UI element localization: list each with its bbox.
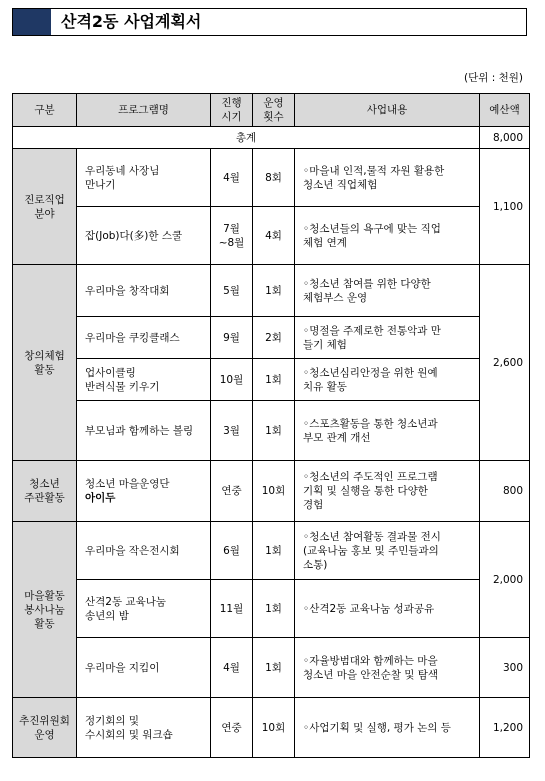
program-bold-label: 아이두 <box>85 492 116 504</box>
budget-cell: 300 <box>480 638 530 698</box>
header-budget: 예산액 <box>480 94 530 127</box>
header-row <box>13 94 530 127</box>
category-cell: 진로직업 분야 <box>13 149 77 265</box>
category-cell: 마을활동 봉사나눔 활동 <box>13 522 77 698</box>
table-row <box>13 359 530 401</box>
period-cell: 9월 <box>211 317 253 359</box>
content-cell: ◦청소년심리안정을 위한 원예 치유 활동 <box>295 359 480 401</box>
content-cell: ◦청소년들의 욕구에 맞는 직업 체험 연계 <box>295 207 480 265</box>
count-cell: 10회 <box>253 698 295 758</box>
program-cell: 잡(Job)다(多)한 스쿨 <box>77 207 211 265</box>
table-row <box>13 461 530 522</box>
program-cell: 부모님과 함께하는 볼링 <box>77 401 211 461</box>
count-cell: 2회 <box>253 317 295 359</box>
period-cell: 3월 <box>211 401 253 461</box>
total-label: 총계 <box>13 127 480 149</box>
category-cell: 추진위원회 운영 <box>13 698 77 758</box>
content-cell: ◦청소년의 주도적인 프로그램 기획 및 실행을 통한 다양한 경험 <box>295 461 480 522</box>
total-row <box>13 127 530 149</box>
unit-label: (단위 : 천원) <box>464 72 523 84</box>
count-cell: 10회 <box>253 461 295 522</box>
count-cell: 1회 <box>253 522 295 580</box>
content-cell: ◦자율방범대와 함께하는 마을 청소년 마을 안전순찰 및 탐색 <box>295 638 480 698</box>
program-cell: 산격2동 교육나눔 송년의 밤 <box>77 580 211 638</box>
table-row <box>13 638 530 698</box>
count-cell: 4회 <box>253 207 295 265</box>
table-row <box>13 580 530 638</box>
period-cell: 4월 <box>211 149 253 207</box>
period-cell: 연중 <box>211 698 253 758</box>
table-row <box>13 265 530 317</box>
header-count: 운영 횟수 <box>253 94 295 127</box>
period-cell: 11월 <box>211 580 253 638</box>
budget-cell: 1,200 <box>480 698 530 758</box>
content-cell: ◦청소년 참여활동 결과물 전시 (교육나눔 홍보 및 주민들과의 소통) <box>295 522 480 580</box>
program-cell: 우리마을 쿠킹클래스 <box>77 317 211 359</box>
table-row <box>13 401 530 461</box>
header-program: 프로그램명 <box>77 94 211 127</box>
content-cell: ◦명절을 주제로한 전통악과 만 들기 체험 <box>295 317 480 359</box>
budget-cell: 1,100 <box>480 149 530 265</box>
total-budget: 8,000 <box>480 127 530 149</box>
period-cell: 연중 <box>211 461 253 522</box>
program-cell: 청소년 마을운영단 아이두 <box>77 461 211 522</box>
title-box <box>12 8 527 36</box>
count-cell: 1회 <box>253 359 295 401</box>
table-row <box>13 698 530 758</box>
content-cell: ◦청소년 참여를 위한 다양한 체험부스 운영 <box>295 265 480 317</box>
category-cell: 창의체험 활동 <box>13 265 77 461</box>
table-row <box>13 522 530 580</box>
program-cell: 우리마을 지킴이 <box>77 638 211 698</box>
header-category: 구분 <box>13 94 77 127</box>
content-cell: ◦마을내 인적,물적 자원 활용한 청소년 직업체험 <box>295 149 480 207</box>
period-cell: 6월 <box>211 522 253 580</box>
header-period: 진행 시기 <box>211 94 253 127</box>
count-cell: 1회 <box>253 638 295 698</box>
program-cell: 우리동네 사장님 만나기 <box>77 149 211 207</box>
content-cell: ◦산격2동 교육나눔 성과공유 <box>295 580 480 638</box>
count-cell: 1회 <box>253 401 295 461</box>
content-cell: ◦사업기획 및 실행, 평가 논의 등 <box>295 698 480 758</box>
header-content: 사업내용 <box>295 94 480 127</box>
budget-cell: 2,600 <box>480 265 530 461</box>
count-cell: 1회 <box>253 265 295 317</box>
count-cell: 1회 <box>253 580 295 638</box>
period-cell: 4월 <box>211 638 253 698</box>
table-row <box>13 149 530 207</box>
program-cell: 우리마을 작은전시회 <box>77 522 211 580</box>
content-cell: ◦스포츠활동을 통한 청소년과 부모 관계 개선 <box>295 401 480 461</box>
budget-cell: 2,000 <box>480 522 530 638</box>
budget-cell: 800 <box>480 461 530 522</box>
table-row <box>13 317 530 359</box>
period-cell: 5월 <box>211 265 253 317</box>
category-cell: 청소년 주관활동 <box>13 461 77 522</box>
program-cell: 우리마을 창작대회 <box>77 265 211 317</box>
period-cell: 7월 ~8월 <box>211 207 253 265</box>
program-cell: 업사이클링 반려식물 키우기 <box>77 359 211 401</box>
count-cell: 8회 <box>253 149 295 207</box>
program-cell: 정기회의 및 수시회의 및 워크숍 <box>77 698 211 758</box>
title-accent-bar <box>13 9 51 35</box>
period-cell: 10월 <box>211 359 253 401</box>
document-title: 산격2동 사업계획서 <box>61 12 202 31</box>
plan-table <box>12 93 530 758</box>
table-row <box>13 207 530 265</box>
